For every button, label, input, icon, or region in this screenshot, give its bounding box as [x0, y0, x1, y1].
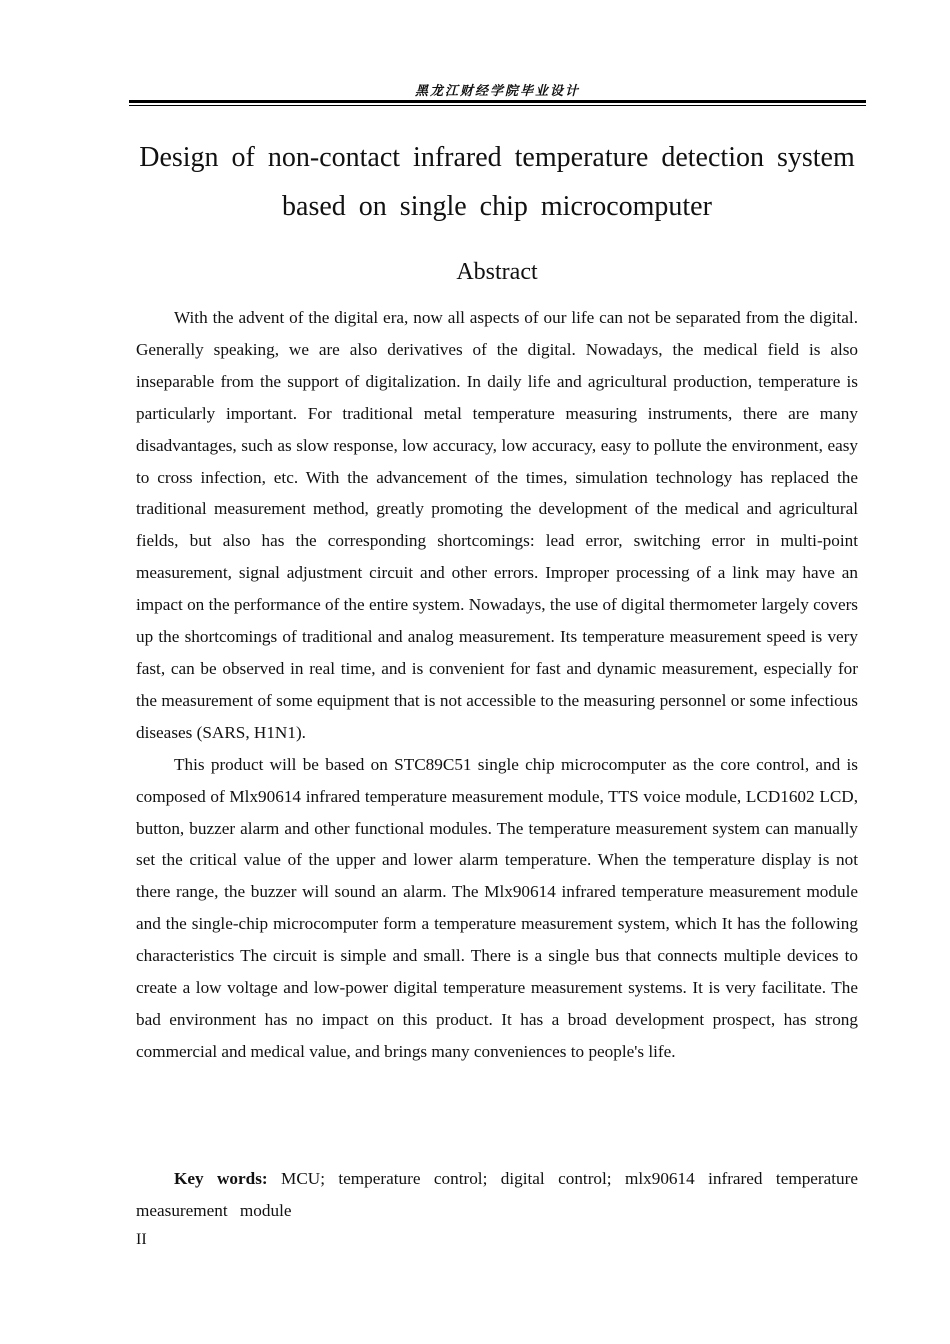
keywords-text: MCU; temperature control; digital control; mlx90614 infrared temperature measurement module [136, 1169, 858, 1220]
keywords-line [136, 1163, 858, 1227]
header-rule-thin [129, 105, 866, 106]
thesis-title: Design of non-contact infrared temperature detection system based on single chip microcomputer [139, 142, 855, 222]
abstract-heading: Abstract [456, 259, 538, 285]
abstract-paragraph-1: With the advent of the digital era, now all aspects of our life can not be separated from the digital. Generally speaking, we are also derivatives of the digital. Nowadays, the medical field is also inseparable from the support of digitalization. In daily life and agricultural production, temperature is particularly important. For traditional metal temperature measuring instruments, there are many disadvantages, such as slow response, low accuracy, low accuracy, easy to pollute the environment, easy to cross infection, etc. With the advancement of the times, simulation technology has replaced the traditional measurement method, greatly promoting the development of the medical and agricultural fields, but also has the corresponding shortcomings: lead error, switching error in multi-point measurement, signal adjustment circuit and other errors. Improper processing of a link may have an impact on the performance of the entire system. Nowadays, the use of digital thermometer largely covers up the shortcomings of traditional and analog measurement. Its temperature measurement speed is very fast, can be observed in real time, and is convenient for fast and dynamic measurement, especially for the measurement of some equipment that is not accessible to the measuring personnel or some infectious diseases (SARS, H1N1). [136, 308, 858, 742]
abstract-body [136, 302, 858, 1068]
abstract-paragraph-2: This product will be based on STC89C51 single chip microcomputer as the core control, and is composed of Mlx90614 infrared temperature measurement module, TTS voice module, LCD1602 LCD, button, buzzer alarm and other functional modules. The temperature measurement system can manually set the critical value of the upper and lower alarm temperature. When the temperature display is not there range, the buzzer will sound an alarm. The Mlx90614 infrared temperature measurement module and the single-chip microcomputer form a temperature measurement system, which It has the following characteristics The circuit is simple and small. There is a single bus that connects multiple devices to create a low voltage and low-power digital temperature measurement systems. It is very facilitate. The bad environment has no impact on this product. It has a broad development prospect, has strong commercial and medical value, and brings many conveniences to people's life. [136, 754, 858, 1061]
header-rule-thick [129, 100, 866, 103]
running-header: 黑龙江财经学院毕业设计 [414, 84, 580, 99]
keywords-label: Key words: [174, 1169, 268, 1188]
page-number: II [136, 1231, 147, 1248]
